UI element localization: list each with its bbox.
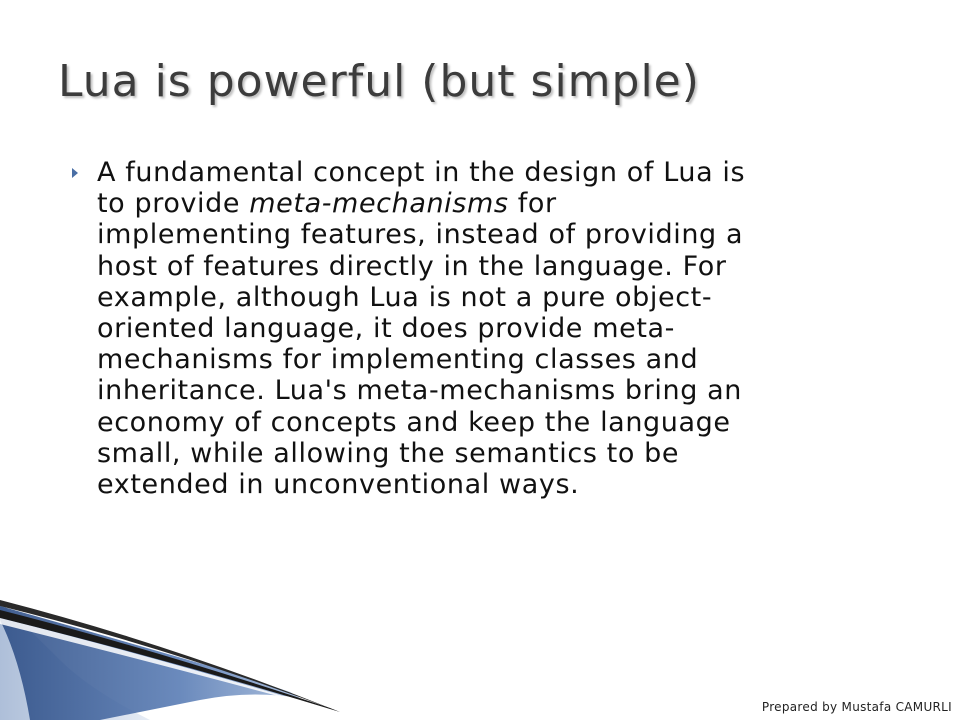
slide-title: Lua is powerful (but simple) [58,56,700,107]
bullet-line [97,157,897,188]
bullet-line [97,438,897,469]
bullet-text-segment: small, while allowing the semantics to be [97,437,680,469]
bullet-text-segment: A fundamental concept in the design of Lua is [97,157,746,188]
bullet-text-segment: economy of concepts and keep the language [97,406,731,438]
bullet-line [97,219,897,250]
bullet-line [97,407,897,438]
bullet-text-segment: mechanisms for implementing classes and [97,344,699,376]
emphasized-term: meta-mechanisms [249,188,509,220]
bullet-line [97,344,897,375]
bullet-line [97,469,897,500]
bullet-text-segment: for [508,188,557,220]
bullet-paragraph [97,157,897,500]
bullet-text-segment: to provide [97,188,250,220]
bullet-text-segment: implementing features, instead of providing a [97,219,744,251]
bullet-text-segment: example, although Lua is not a pure object- [97,281,713,313]
bullet-line [97,251,897,282]
bullet-text-segment: extended in unconventional ways. [97,469,580,501]
bullet-text-segment: oriented language, it does provide meta- [97,313,675,345]
footer-credit: Prepared by Mustafa CAMURLI [761,700,952,714]
bullet-text-segment: inheritance. Lua's meta-mechanisms bring an [97,375,742,407]
right-triangle-bullet-icon [72,168,78,178]
bullet-line [97,313,897,344]
bullet-line [97,282,897,313]
bullet-line [97,375,897,406]
bullet-text-segment: host of features directly in the language. For [97,250,727,282]
bullet-line [97,188,897,219]
